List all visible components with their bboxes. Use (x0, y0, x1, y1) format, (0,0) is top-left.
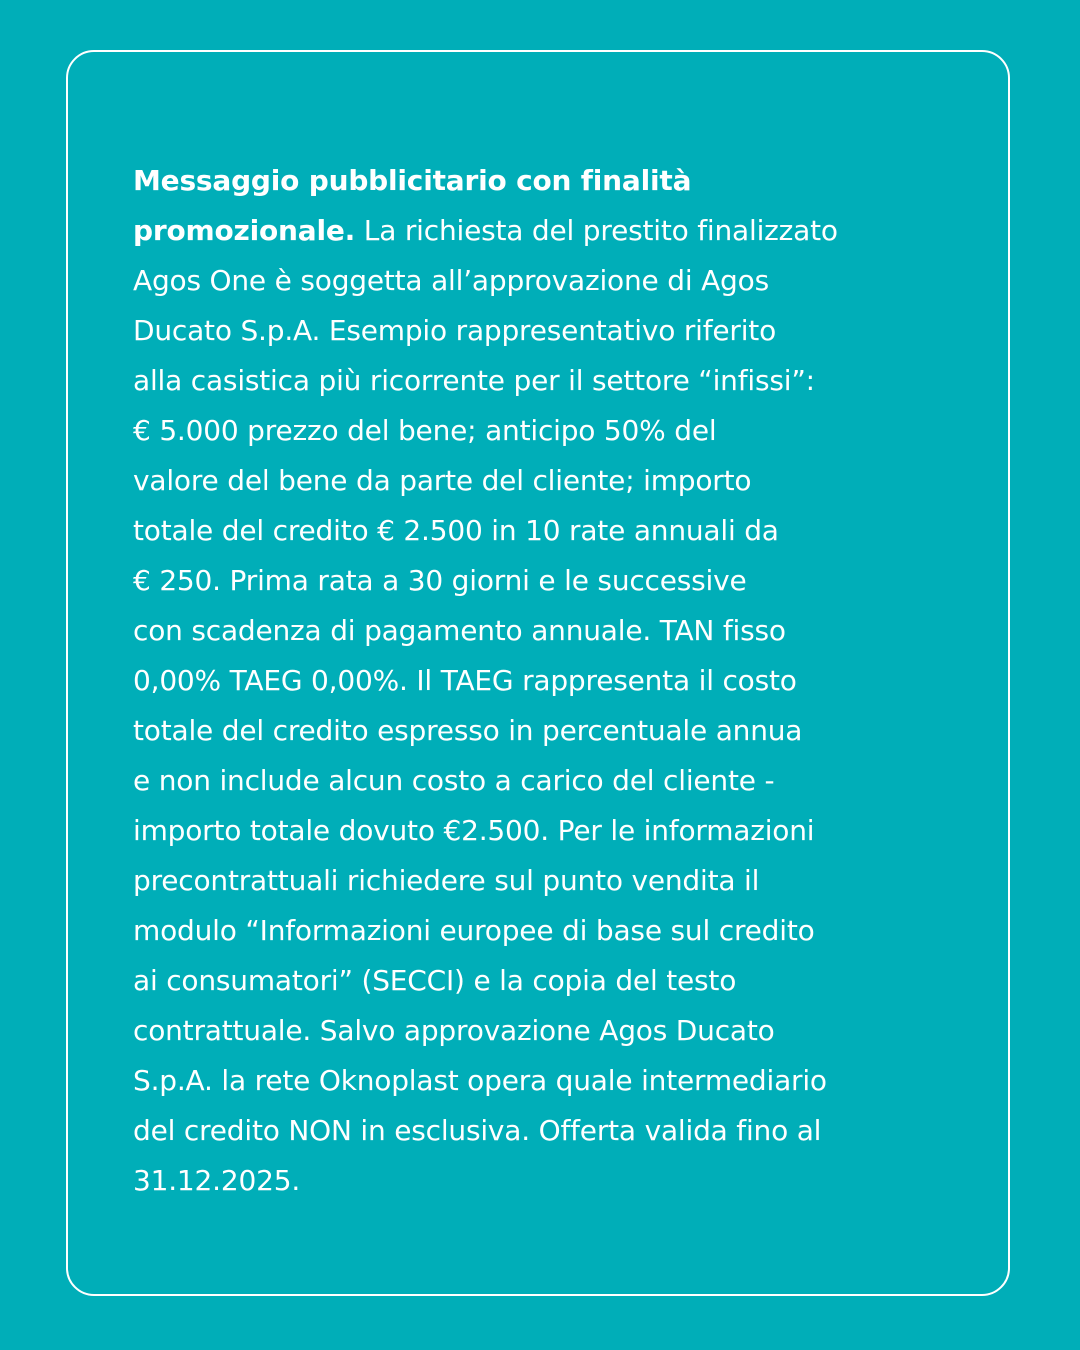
text-line (133, 806, 953, 856)
text-line (133, 656, 953, 706)
line-text: ai consumatori” (SECCI) e la copia del testo (133, 964, 737, 997)
line-text: valore del bene da parte del cliente; importo (133, 464, 752, 497)
line-text: € 5.000 prezzo del bene; anticipo 50% del (133, 414, 717, 447)
text-line (133, 306, 953, 356)
text-line (133, 556, 953, 606)
text-line (133, 756, 953, 806)
line-text: totale del credito € 2.500 in 10 rate annuali da (133, 514, 779, 547)
line-text: Agos One è soggetta all’approvazione di Agos (133, 264, 769, 297)
text-line (133, 1106, 953, 1156)
line-text: S.p.A. la rete Oknoplast opera quale intermediario (133, 1064, 827, 1097)
line-text: con scadenza di pagamento annuale. TAN fisso (133, 614, 786, 647)
disclaimer-text (133, 156, 953, 1206)
line-text: totale del credito espresso in percentuale annua (133, 714, 803, 747)
line-text: del credito NON in esclusiva. Offerta valida fino al (133, 1114, 822, 1147)
text-line (133, 406, 953, 456)
text-line (133, 456, 953, 506)
text-line (133, 206, 953, 256)
line-text: contrattuale. Salvo approvazione Agos Ducato (133, 1014, 775, 1047)
text-line (133, 506, 953, 556)
line-text: precontrattuali richiedere sul punto vendita il (133, 864, 760, 897)
line-text: 0,00% TAEG 0,00%. Il TAEG rappresenta il costo (133, 664, 797, 697)
text-line (133, 706, 953, 756)
text-line (133, 1056, 953, 1106)
line-text: importo totale dovuto €2.500. Per le informazioni (133, 814, 815, 847)
line-text: alla casistica più ricorrente per il settore “infissi”: (133, 364, 815, 397)
text-line (133, 356, 953, 406)
text-line (133, 856, 953, 906)
text-line (133, 1156, 953, 1206)
line-text: Ducato S.p.A. Esempio rappresentativo riferito (133, 314, 777, 347)
bold-heading: promozionale. (133, 214, 356, 247)
line-text: modulo “Informazioni europee di base sul credito (133, 914, 815, 947)
text-line (133, 906, 953, 956)
bold-heading: Messaggio pubblicitario con finalità (133, 164, 692, 197)
text-line (133, 256, 953, 306)
line-text: 31.12.2025. (133, 1164, 301, 1197)
text-line (133, 606, 953, 656)
text-line (133, 1006, 953, 1056)
line-text: La richiesta del prestito finalizzato (355, 214, 838, 247)
line-text: e non include alcun costo a carico del cliente - (133, 764, 775, 797)
text-line (133, 156, 953, 206)
line-text: € 250. Prima rata a 30 giorni e le successive (133, 564, 747, 597)
text-line (133, 956, 953, 1006)
